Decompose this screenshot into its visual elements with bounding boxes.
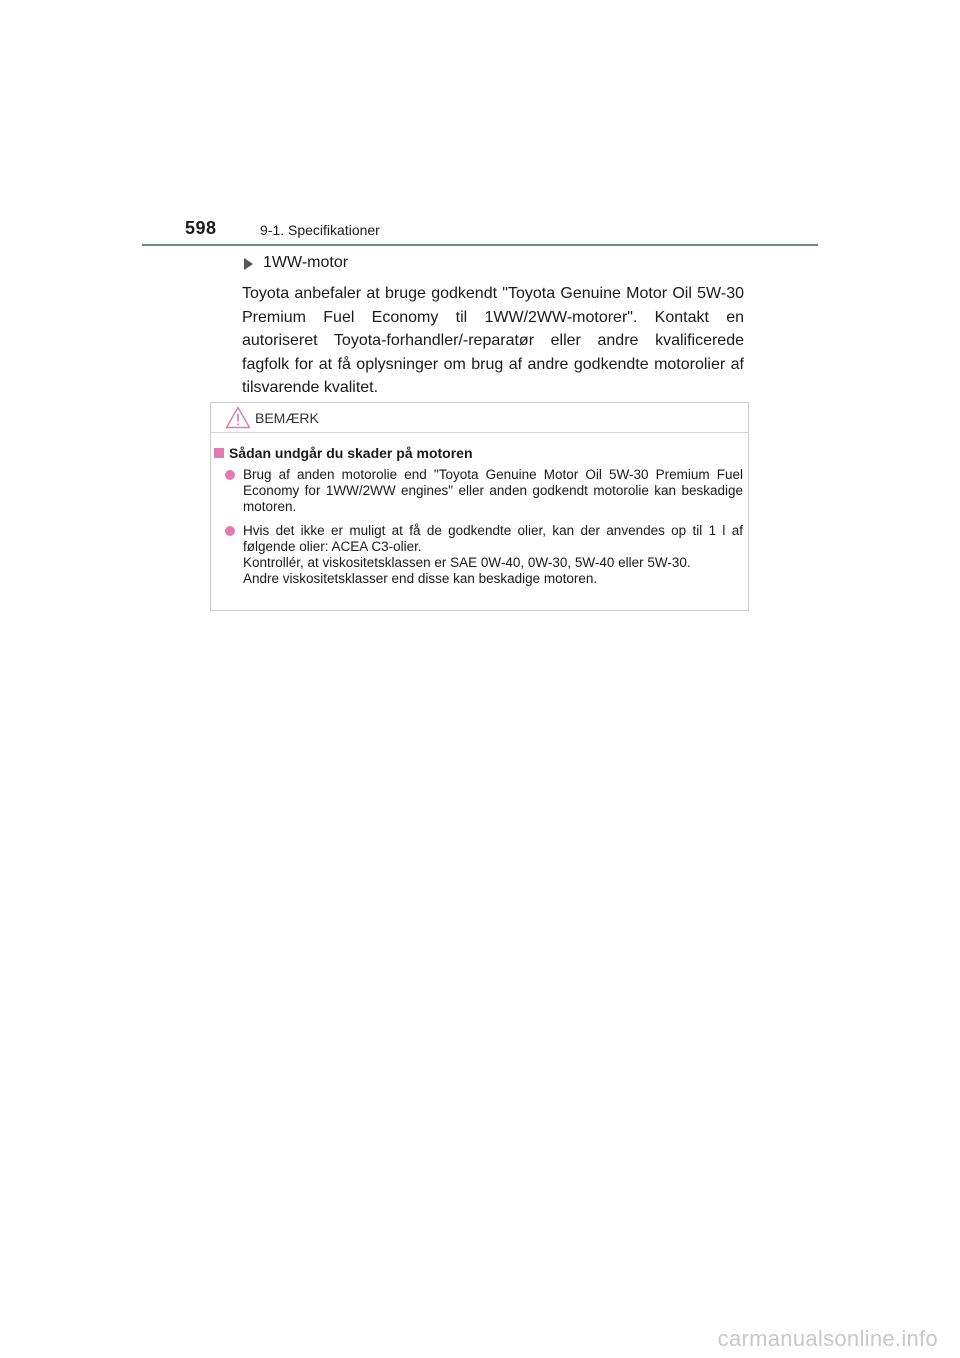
triangle-right-icon xyxy=(244,258,253,270)
notice-title: BEMÆRK xyxy=(255,410,319,426)
bullet-line: Andre viskositetsklasser end disse kan beskadige motoren. xyxy=(243,571,598,586)
bullet-line: Kontrollér, at viskositetsklassen er SAE 0W-40, 0W-30, 5W-40 eller 5W-30. xyxy=(243,555,691,570)
header-divider xyxy=(142,244,818,246)
notice-section-heading-label: Sådan undgår du skader på motoren xyxy=(229,445,473,461)
notice-header xyxy=(211,403,748,433)
notice-bullet xyxy=(225,467,743,515)
engine-heading-label: 1WW-motor xyxy=(263,254,349,271)
bullet-line: Brug af anden motorolie end "Toyota Genuine Motor Oil 5W-30 Premium Fuel Economy for 1WW/2WW engines" eller anden godkendt motorolie kan beskadige motoren. xyxy=(243,467,743,514)
page-number: 598 xyxy=(185,218,217,238)
notice-bullet-text xyxy=(243,523,743,587)
notice-section-heading xyxy=(214,445,473,461)
bullet-dot-icon xyxy=(225,526,235,536)
notice-bullet xyxy=(225,523,743,587)
engine-heading xyxy=(244,254,348,272)
section-title: 9-1. Specifikationer xyxy=(260,222,380,238)
square-bullet-icon xyxy=(214,448,224,458)
oil-recommendation-paragraph: Toyota anbefaler at bruge godkendt "Toyota Genuine Motor Oil 5W-30 Premium Fuel Economy til 1WW/2WW-motorer". Kontakt en autoriseret Toyota-forhandler/-reparatør eller andre kvalificerede fagfolk for at få oplysninger om brug af andre godkendte motorolier af tilsvarende kvalitet. xyxy=(242,285,744,396)
notice-box xyxy=(210,402,749,611)
bullet-dot-icon xyxy=(225,470,235,480)
bullet-line: Hvis det ikke er muligt at få de godkendte olier, kan der anvendes op til 1 l af følgende olier: ACEA C3-olier. xyxy=(243,523,743,554)
notice-bullet-text xyxy=(243,467,743,515)
warning-triangle-icon xyxy=(225,406,251,429)
page-header xyxy=(185,214,820,246)
watermark: carmanualsonline.info xyxy=(717,1326,938,1351)
